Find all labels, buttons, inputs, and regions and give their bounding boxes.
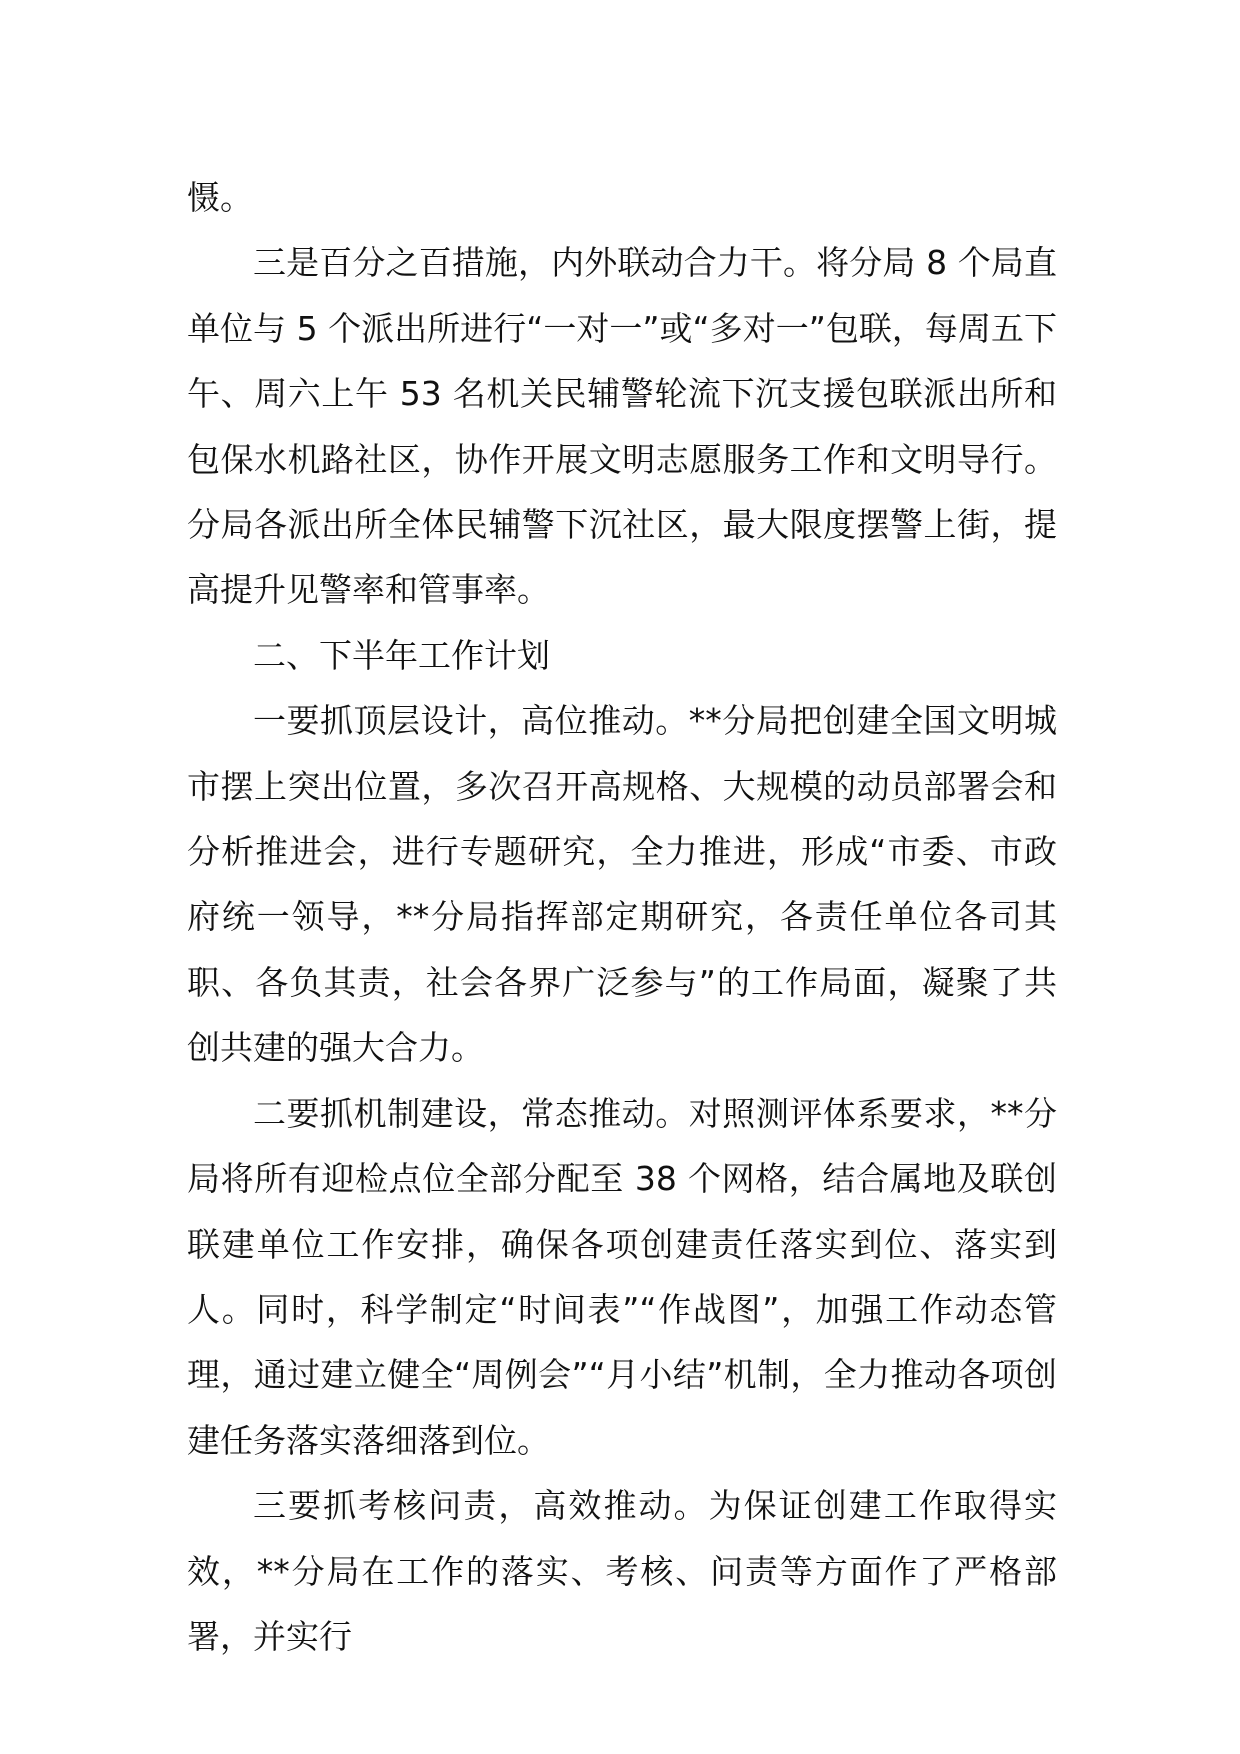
paragraph-measure-three: 三是百分之百措施，内外联动合力干。将分局 8 个局直单位与 5 个派出所进行“一对一”或“多对一”包联，每周五下午、周六上午 53 名机关民辅警轮流下沉支援包联派出所和包保水机路社区，协作开展文明志愿服务工作和文明导行。分局各派出所全体民辅警下沉社区，最大限度摆警上街，提高提升见警率和管事率。 (187, 243, 1057, 610)
paragraph-continuation: 慑。 (187, 178, 253, 217)
section-heading-plan: 二、下半年工作计划 (253, 635, 550, 675)
document-body (187, 165, 1057, 1669)
paragraph-plan-one: 一要抓顶层设计，高位推动。**分局把创建全国文明城市摆上突出位置，多次召开高规格、大规模的动员部署会和分析推进会，进行专题研究，全力推进，形成“市委、市政府统一领导，**分局指挥部定期研究，各责任单位各司其职、各负其责，社会各界广泛参与”的工作局面，凝聚了共创共建的强大合力。 (187, 701, 1057, 1068)
paragraph-plan-three: 三要抓考核问责，高效推动。为保证创建工作取得实效，**分局在工作的落实、考核、问责等方面作了严格部署，并实行 (187, 1486, 1057, 1656)
paragraph-plan-two: 二要抓机制建设，常态推动。对照测评体系要求，**分局将所有迎检点位全部分配至 38 个网格，结合属地及联创联建单位工作安排，确保各项创建责任落实到位、落实到人。同时，科学制定“时间表”“作战图”，加强工作动态管理，通过建立健全“周例会”“月小结”机制，全力推动各项创建任务落实落细落到位。 (187, 1093, 1057, 1460)
